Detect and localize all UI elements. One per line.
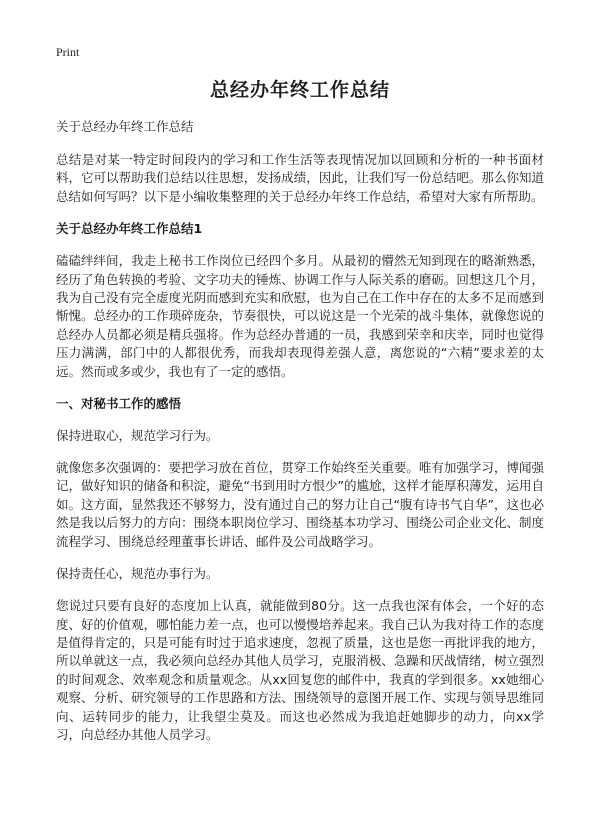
point1-paragraph: 就像您多次强调的：要把学习放在首位，贯穿工作始终至关重要。唯有加强学习，博闻强记，做好知识的储备和积淀，避免“书到用时方恨少”的尴尬，这样才能厚积薄发，运用自如。这方面，显然我还不够努力，没有通过自己的努力让自己“腹有诗书气自华”，这也必然是我以后努力的方向：围绕本职岗位学习、围绕基本功学习、围绕公司企业文化、制度流程学习、围绕总经理董事长讲话、邮件及公司战略学习。 bbox=[56, 460, 544, 549]
point1-title: 保持进取心，规范学习行为。 bbox=[56, 428, 219, 444]
subsection1-heading: 一、对秘书工作的感悟 bbox=[56, 396, 182, 412]
point2-title: 保持责任心，规范办事行为。 bbox=[56, 566, 219, 582]
section1-heading: 关于总经办年终工作总结1 bbox=[56, 221, 203, 237]
point2-paragraph: 您说过只要有良好的态度加上认真，就能做到80分。这一点我也深有体会，一个好的态度、好的价值观，哪怕能力差一点，也可以慢慢培养起来。我自己认为我对待工作的态度是值得肯定的，只是可能有时过于追求速度，忽视了质量，这也是您一再批评我的地方，所以单就这一点，我必须向总经办其他人员学习，克服消极、急躁和厌战情绪，树立强烈的时间观念、效率观念和质量观念。从xx回复您的邮件中，我真的学到很多。xx她细心观察、分析、研究领导的工作思路和方法、围绕领导的意图开展工作、实现与领导思维同向、运转同步的能力，让我望尘莫及。而这也必然成为我追赶她脚步的动力，向xx学习，向总经办其他人员学习。 bbox=[56, 598, 544, 742]
print-link[interactable]: Print bbox=[56, 45, 80, 59]
page-title: 总经办年终工作总结 bbox=[209, 79, 390, 101]
section1-paragraph: 磕磕绊绊间，我走上秘书工作岗位已经四个多月。从最初的懵然无知到现在的略渐熟悉，经历了角色转换的考验、文字功夫的锤炼、协调工作与人际关系的磨砺。回想这几个月，我为自己没有完全虚度光阴而感到充实和欣慰，也为自己在工作中存在的太多不足而感到惭愧。总经办的工作琐碎庞杂，节奏很快，可以说这是一个光荣的战斗集体，就像您说的总经办人员都必须是精兵强将。作为总经办普通的一员，我感到荣幸和庆幸，同时也觉得压力满满，部门中的人都很优秀，而我却表现得差强人意，离您说的“六精”要求差的太远。然而或多或少，我也有了一定的感悟。 bbox=[56, 253, 544, 379]
intro-paragraph: 总结是对某一特定时间段内的学习和工作生活等表现情况加以回顾和分析的一种书面材料，它可以帮助我们总结以往思想，发扬成绩，因此，让我们写一份总结吧。那么你知道总结如何写吗？以下是小编收集整理的关于总经办年终工作总结，希望对大家有所帮助。 bbox=[56, 152, 544, 204]
intro-heading: 关于总经办年终工作总结 bbox=[56, 119, 194, 134]
